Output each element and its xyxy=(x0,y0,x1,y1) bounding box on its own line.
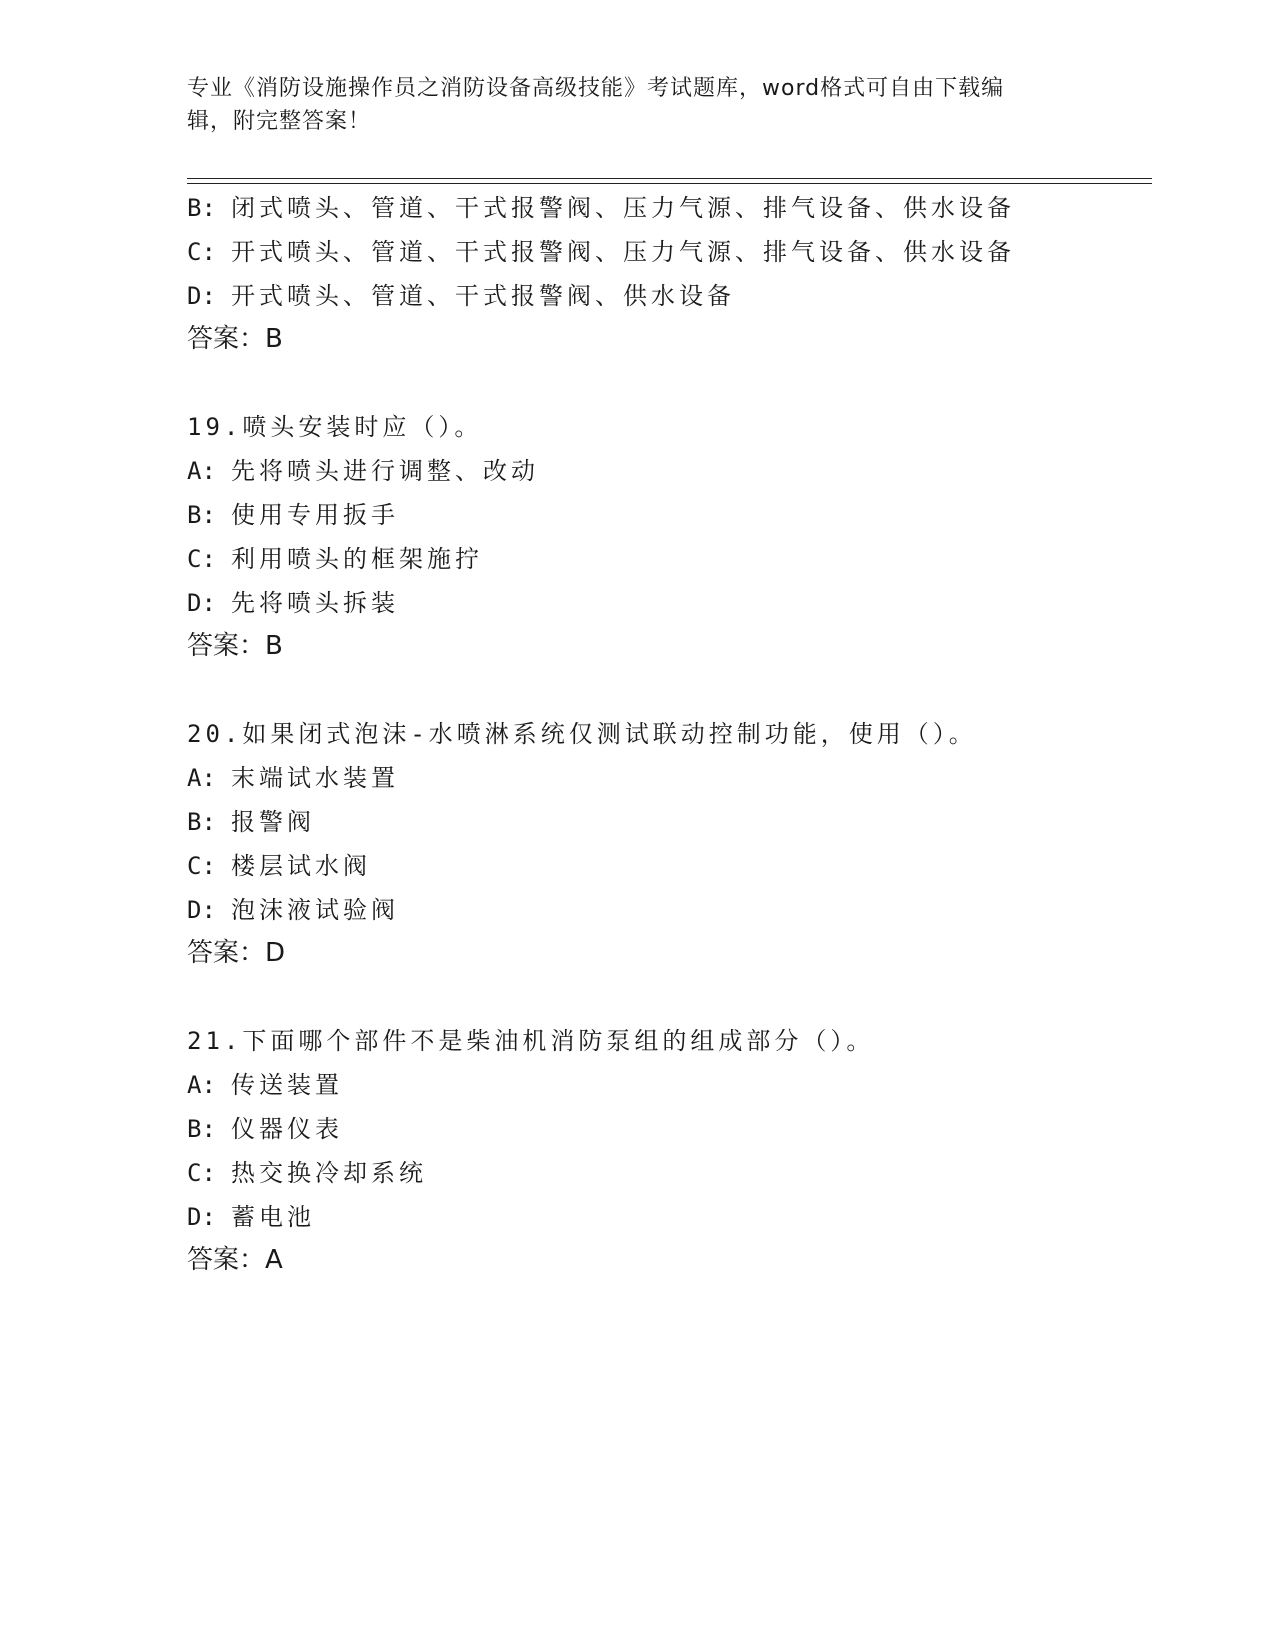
q21-option-b: B: 仪器仪表 xyxy=(187,1115,343,1143)
q18-answer: 答案：B xyxy=(187,324,283,354)
q20-stem: 20.如果闭式泡沫-水喷淋系统仅测试联动控制功能，使用（）。 xyxy=(187,720,977,748)
q18-option-c: C: 开式喷头、管道、干式报警阀、压力气源、排气设备、供水设备 xyxy=(187,238,1015,266)
document-header-note xyxy=(187,72,1077,138)
header-divider-top xyxy=(187,178,1152,179)
header-line-2: 辑，附完整答案！ xyxy=(187,109,372,134)
q20-option-b: B: 报警阀 xyxy=(187,808,315,836)
header-line-1: 专业《消防设施操作员之消防设备高级技能》考试题库，word格式可自由下载编 xyxy=(187,76,1005,101)
header-divider-bottom xyxy=(187,183,1152,184)
q19-answer: 答案：B xyxy=(187,631,283,661)
q21-option-c: C: 热交换冷却系统 xyxy=(187,1159,427,1187)
q19-option-c: C: 利用喷头的框架施拧 xyxy=(187,545,483,573)
q19-option-d: D: 先将喷头拆装 xyxy=(187,589,399,617)
q19-stem: 19.喷头安装时应（）。 xyxy=(187,413,483,441)
q19-option-a: A: 先将喷头进行调整、改动 xyxy=(187,457,539,485)
q21-stem: 21.下面哪个部件不是柴油机消防泵组的组成部分（）。 xyxy=(187,1027,875,1055)
q21-option-d: D: 蓄电池 xyxy=(187,1203,315,1231)
q20-option-d: D: 泡沫液试验阀 xyxy=(187,896,399,924)
q18-option-d: D: 开式喷头、管道、干式报警阀、供水设备 xyxy=(187,282,735,310)
q20-answer: 答案：D xyxy=(187,938,286,968)
q20-option-a: A: 末端试水装置 xyxy=(187,764,399,792)
q18-option-b: B: 闭式喷头、管道、干式报警阀、压力气源、排气设备、供水设备 xyxy=(187,194,1015,222)
q21-option-a: A: 传送装置 xyxy=(187,1071,343,1099)
q20-option-c: C: 楼层试水阀 xyxy=(187,852,371,880)
q19-option-b: B: 使用专用扳手 xyxy=(187,501,399,529)
q21-answer: 答案：A xyxy=(187,1245,283,1275)
